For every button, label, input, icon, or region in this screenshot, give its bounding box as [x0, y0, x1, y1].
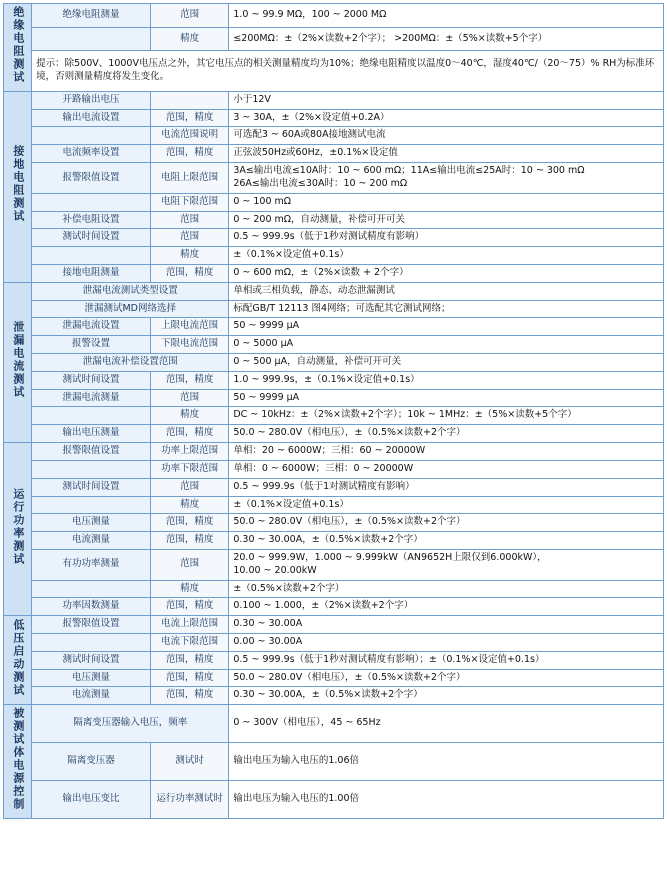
section-label-text: 低压启动测试	[11, 618, 25, 697]
row-value: 0.30 ~ 30.00A	[229, 616, 664, 634]
spec-sheet	[0, 3, 667, 883]
spec-table-body	[4, 4, 664, 819]
row-item-label: 测试时间设置	[32, 371, 151, 389]
section-note: 提示：除500V、1000V电压点之外，其它电压点的相关测量精度均为10%；绝缘电阻精度以温度0～40℃，湿度40℃/（20～75）% RH为标准环境，否则测量精度将发生变化。	[32, 51, 664, 92]
table-row	[4, 371, 664, 389]
row-value: 1.0 ~ 99.9 MΩ，100 ~ 2000 MΩ	[229, 4, 664, 28]
row-item-label: 泄漏电流设置	[32, 318, 151, 336]
section-label-text: 绝缘电阻测试	[11, 6, 25, 84]
row-value: 0.5 ~ 999.9s（低于1对测试精度有影响）	[229, 478, 664, 496]
row-subitem-label: 电流下限范围	[150, 634, 228, 652]
row-subitem-label	[150, 91, 228, 109]
row-value: 0 ~ 500 μA，自动测量，补偿可开可关	[229, 354, 664, 372]
row-item-label: 测试时间设置	[32, 229, 151, 247]
table-row	[4, 598, 664, 616]
row-subitem-label: 电流范围说明	[150, 127, 228, 145]
row-value: 0.30 ~ 30.00A，±（0.5%×读数+2个字）	[229, 532, 664, 550]
row-value: 0.100 ~ 1.000，±（2%×读数+2个字）	[229, 598, 664, 616]
row-item-label: 测试时间设置	[32, 478, 151, 496]
row-value: ±（0.5%×读数+2个字）	[229, 580, 664, 598]
table-row	[4, 687, 664, 705]
row-subitem-label: 运行功率测试时	[150, 781, 228, 819]
row-subitem-label: 范围，精度	[150, 669, 228, 687]
row-item-label: 电流频率设置	[32, 145, 151, 163]
row-item-label	[32, 407, 151, 425]
row-subitem-label: 测试时	[150, 743, 228, 781]
row-value: 1.0 ~ 999.9s，±（0.1%×设定值+0.1s）	[229, 371, 664, 389]
table-row	[4, 669, 664, 687]
row-item-label: 电流测量	[32, 687, 151, 705]
row-item-label: 报警设置	[32, 336, 151, 354]
table-row	[4, 549, 664, 580]
row-subitem-label: 范围	[150, 4, 228, 28]
table-row	[4, 496, 664, 514]
row-subitem-label: 功率上限范围	[150, 443, 228, 461]
row-subitem-label: 范围	[150, 549, 228, 580]
table-row	[4, 300, 664, 318]
table-row	[4, 425, 664, 443]
row-value: 0 ~ 300V（相电压），45 ~ 65Hz	[229, 705, 664, 743]
row-item-label: 绝缘电阻测量	[32, 4, 151, 28]
row-value: 0.5 ~ 999.9s（低于1秒对测试精度有影响）	[229, 229, 664, 247]
row-subitem-label: 精度	[150, 580, 228, 598]
row-subitem-label: 范围，精度	[150, 264, 228, 282]
spec-table	[3, 3, 664, 819]
table-row	[4, 616, 664, 634]
table-row	[4, 318, 664, 336]
table-row	[4, 478, 664, 496]
table-row	[4, 264, 664, 282]
section-label-text: 被测试体电源控制	[11, 707, 25, 812]
row-value: 50 ~ 9999 μA	[229, 318, 664, 336]
row-item-label: 电压测量	[32, 514, 151, 532]
row-item-label: 功率因数测量	[32, 598, 151, 616]
row-item-label: 报警限值设置	[32, 616, 151, 634]
section-label-text: 接地电阻测试	[11, 145, 25, 224]
table-row	[4, 532, 664, 550]
table-row	[4, 91, 664, 109]
row-value: 50 ~ 9999 μA	[229, 389, 664, 407]
row-subitem-label: 功率下限范围	[150, 460, 228, 478]
row-subitem-label: 精度	[150, 27, 228, 51]
row-item-label: 开路输出电压	[32, 91, 151, 109]
table-row	[4, 109, 664, 127]
table-row	[4, 193, 664, 211]
row-item-label: 隔离变压器输入电压，频率	[32, 705, 229, 743]
row-value: 50.0 ~ 280.0V（相电压），±（0.5%×读数+2个字）	[229, 425, 664, 443]
row-value: 0.30 ~ 30.00A，±（0.5%×读数+2个字）	[229, 687, 664, 705]
table-row	[4, 51, 664, 92]
table-row	[4, 781, 664, 819]
row-item-label: 电压测量	[32, 669, 151, 687]
section-label-text: 泄漏电流测试	[11, 321, 25, 400]
row-item-label	[32, 247, 151, 265]
row-item-label: 泄漏电流测试类型设置	[32, 282, 229, 300]
row-value: ±（0.1%×设定值+0.1s）	[229, 496, 664, 514]
row-subitem-label: 范围，精度	[150, 371, 228, 389]
table-row	[4, 443, 664, 461]
row-value: 3 ~ 30A，±（2%×设定值+0.2A）	[229, 109, 664, 127]
row-subitem-label: 精度	[150, 407, 228, 425]
row-value: 单相：0 ~ 6000W；三相：0 ~ 20000W	[229, 460, 664, 478]
row-item-label	[32, 634, 151, 652]
row-value: ±（0.1%×设定值+0.1s）	[229, 247, 664, 265]
row-item-label: 报警限值设置	[32, 163, 151, 194]
row-value: 50.0 ~ 280.0V（相电压），±（0.5%×读数+2个字）	[229, 514, 664, 532]
row-value: 0.5 ~ 999.9s（低于1秒对测试精度有影响）；±（0.1%×设定值+0.1s）	[229, 651, 664, 669]
row-value: ≤200MΩ：±（2%×读数+2个字）； >200MΩ：±（5%×读数+5个字）	[229, 27, 664, 51]
table-row	[4, 580, 664, 598]
row-subitem-label: 下限电流范围	[150, 336, 228, 354]
row-value: 可选配3 ~ 60A或80A接地测试电流	[229, 127, 664, 145]
section-label	[4, 282, 32, 442]
table-row	[4, 634, 664, 652]
table-row	[4, 145, 664, 163]
row-item-label: 补偿电阻设置	[32, 211, 151, 229]
section-label	[4, 616, 32, 705]
row-value: 0 ~ 200 mΩ，自动测量，补偿可开可关	[229, 211, 664, 229]
row-subitem-label: 精度	[150, 496, 228, 514]
table-row	[4, 651, 664, 669]
section-label-text: 运行功率测试	[11, 487, 25, 566]
table-row	[4, 460, 664, 478]
table-row	[4, 514, 664, 532]
row-item-label: 泄漏电流测量	[32, 389, 151, 407]
table-row	[4, 163, 664, 194]
row-value: 0 ~ 600 mΩ，±（2%×读数 + 2个字）	[229, 264, 664, 282]
row-value: 0 ~ 5000 μA	[229, 336, 664, 354]
row-item-label	[32, 580, 151, 598]
row-value: 3A≤输出电流≤10A时：10 ~ 600 mΩ；11A≤输出电流≤25A时：10 ~ 300 mΩ 26A≤输出电流≤30A时：10 ~ 200 mΩ	[229, 163, 664, 194]
row-subitem-label: 范围，精度	[150, 145, 228, 163]
row-subitem-label: 电阻上限范围	[150, 163, 228, 194]
row-subitem-label: 范围，精度	[150, 651, 228, 669]
section-label	[4, 705, 32, 819]
section-label	[4, 91, 32, 282]
row-subitem-label: 范围，精度	[150, 425, 228, 443]
row-value: 单相：20 ~ 6000W；三相：60 ~ 20000W	[229, 443, 664, 461]
row-subitem-label: 精度	[150, 247, 228, 265]
row-value: 0 ~ 100 mΩ	[229, 193, 664, 211]
table-row	[4, 211, 664, 229]
row-subitem-label: 范围，精度	[150, 598, 228, 616]
row-subitem-label: 范围	[150, 478, 228, 496]
row-item-label	[32, 460, 151, 478]
row-value: 0.00 ~ 30.00A	[229, 634, 664, 652]
row-subitem-label: 范围，精度	[150, 514, 228, 532]
row-item-label	[32, 27, 151, 51]
row-subitem-label: 范围，精度	[150, 532, 228, 550]
row-item-label: 电流测量	[32, 532, 151, 550]
row-subitem-label: 范围	[150, 389, 228, 407]
section-label	[4, 443, 32, 616]
table-row	[4, 743, 664, 781]
table-row	[4, 705, 664, 743]
table-row	[4, 247, 664, 265]
row-item-label: 输出电流设置	[32, 109, 151, 127]
row-value: 输出电压为输入电压的1.00倍	[229, 781, 664, 819]
row-item-label: 隔离变压器	[32, 743, 151, 781]
row-subitem-label: 范围，精度	[150, 687, 228, 705]
row-subitem-label: 上限电流范围	[150, 318, 228, 336]
row-value: 输出电压为输入电压的1.06倍	[229, 743, 664, 781]
table-row	[4, 27, 664, 51]
row-subitem-label: 范围	[150, 229, 228, 247]
row-subitem-label: 范围	[150, 211, 228, 229]
row-value: 20.0 ~ 999.9W，1.000 ~ 9.999kW（AN9652H上限仅到6.000kW）， 10.00 ~ 20.00kW	[229, 549, 664, 580]
row-item-label: 泄漏电流补偿设置范围	[32, 354, 229, 372]
row-value: 小于12V	[229, 91, 664, 109]
table-row	[4, 4, 664, 28]
row-item-label	[32, 496, 151, 514]
row-value: 标配GB/T 12113 图4网络；可选配其它测试网络；	[229, 300, 664, 318]
row-item-label: 有功功率测量	[32, 549, 151, 580]
section-label	[4, 4, 32, 92]
table-row	[4, 354, 664, 372]
row-item-label	[32, 127, 151, 145]
table-row	[4, 336, 664, 354]
row-item-label: 输出电压测量	[32, 425, 151, 443]
row-value: 单相或三相负载，静态、动态泄漏测试	[229, 282, 664, 300]
row-item-label: 泄漏测试MD网络选择	[32, 300, 229, 318]
row-subitem-label: 范围，精度	[150, 109, 228, 127]
table-row	[4, 282, 664, 300]
row-value: 正弦波50Hz或60Hz，±0.1%×设定值	[229, 145, 664, 163]
row-item-label	[32, 193, 151, 211]
row-item-label: 测试时间设置	[32, 651, 151, 669]
row-value: 50.0 ~ 280.0V（相电压），±（0.5%×读数+2个字）	[229, 669, 664, 687]
row-subitem-label: 电阻下限范围	[150, 193, 228, 211]
row-item-label: 输出电压变比	[32, 781, 151, 819]
table-row	[4, 229, 664, 247]
row-subitem-label: 电流上限范围	[150, 616, 228, 634]
row-item-label: 接地电阻测量	[32, 264, 151, 282]
table-row	[4, 127, 664, 145]
row-item-label: 报警限值设置	[32, 443, 151, 461]
table-row	[4, 407, 664, 425]
table-row	[4, 389, 664, 407]
row-value: DC ~ 10kHz：±（2%×读数+2个字）；10k ~ 1MHz：±（5%×读数+5个字）	[229, 407, 664, 425]
